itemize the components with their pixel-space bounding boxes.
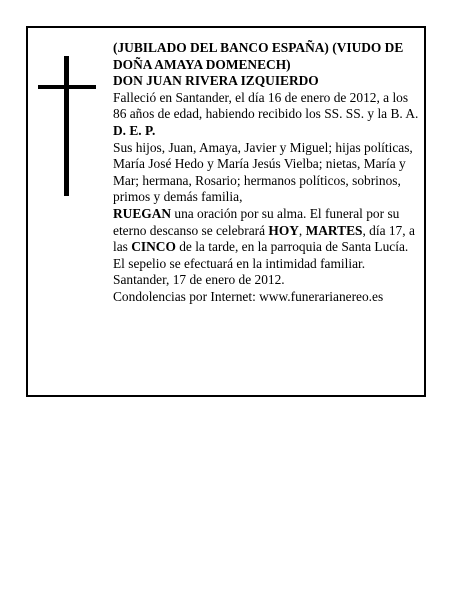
place-date: Santander, 17 de enero de 2012.: [113, 272, 285, 288]
obituary-text: [113, 40, 419, 306]
deceased-name: DON JUAN RIVERA IZQUIERDO: [113, 73, 319, 89]
funeral-announcement: RUEGAN una oración por su alma. El funeral por su eterno descanso se celebrará HOY, MARTES, día 17, a las CINCO de la tarde, en la parroquia de Santa Lucía.: [113, 205, 415, 255]
family-list: Sus hijos, Juan, Amaya, Javier y Miguel; hijas políticas, María José Hedo y María Jesús Vielba; nietas, María y Mar; hermana, Rosario; hermanos políticos, sobrinos, primos y demás familia,: [113, 139, 413, 205]
dep-label: D. E. P.: [113, 122, 156, 138]
cinco-label: CINCO: [131, 239, 176, 255]
condolences-line: Condolencias por Internet: www.funerarianereo.es: [113, 288, 384, 304]
death-details: Falleció en Santander, el día 16 de enero de 2012, a los 86 años de edad, habiendo recibido los SS. SS. y la B. A.: [113, 89, 419, 122]
ruegan-label: RUEGAN: [113, 205, 172, 221]
burial-note: El sepelio se efectuará en la intimidad familiar.: [113, 255, 366, 271]
heading: (JUBILADO DEL BANCO ESPAÑA) (VIUDO DE DOÑA AMAYA DOMENECH): [113, 40, 404, 72]
hoy-label: HOY: [268, 222, 299, 238]
cross-icon: [64, 56, 69, 196]
martes-label: MARTES: [305, 222, 363, 238]
cross-icon-bar: [38, 85, 96, 89]
